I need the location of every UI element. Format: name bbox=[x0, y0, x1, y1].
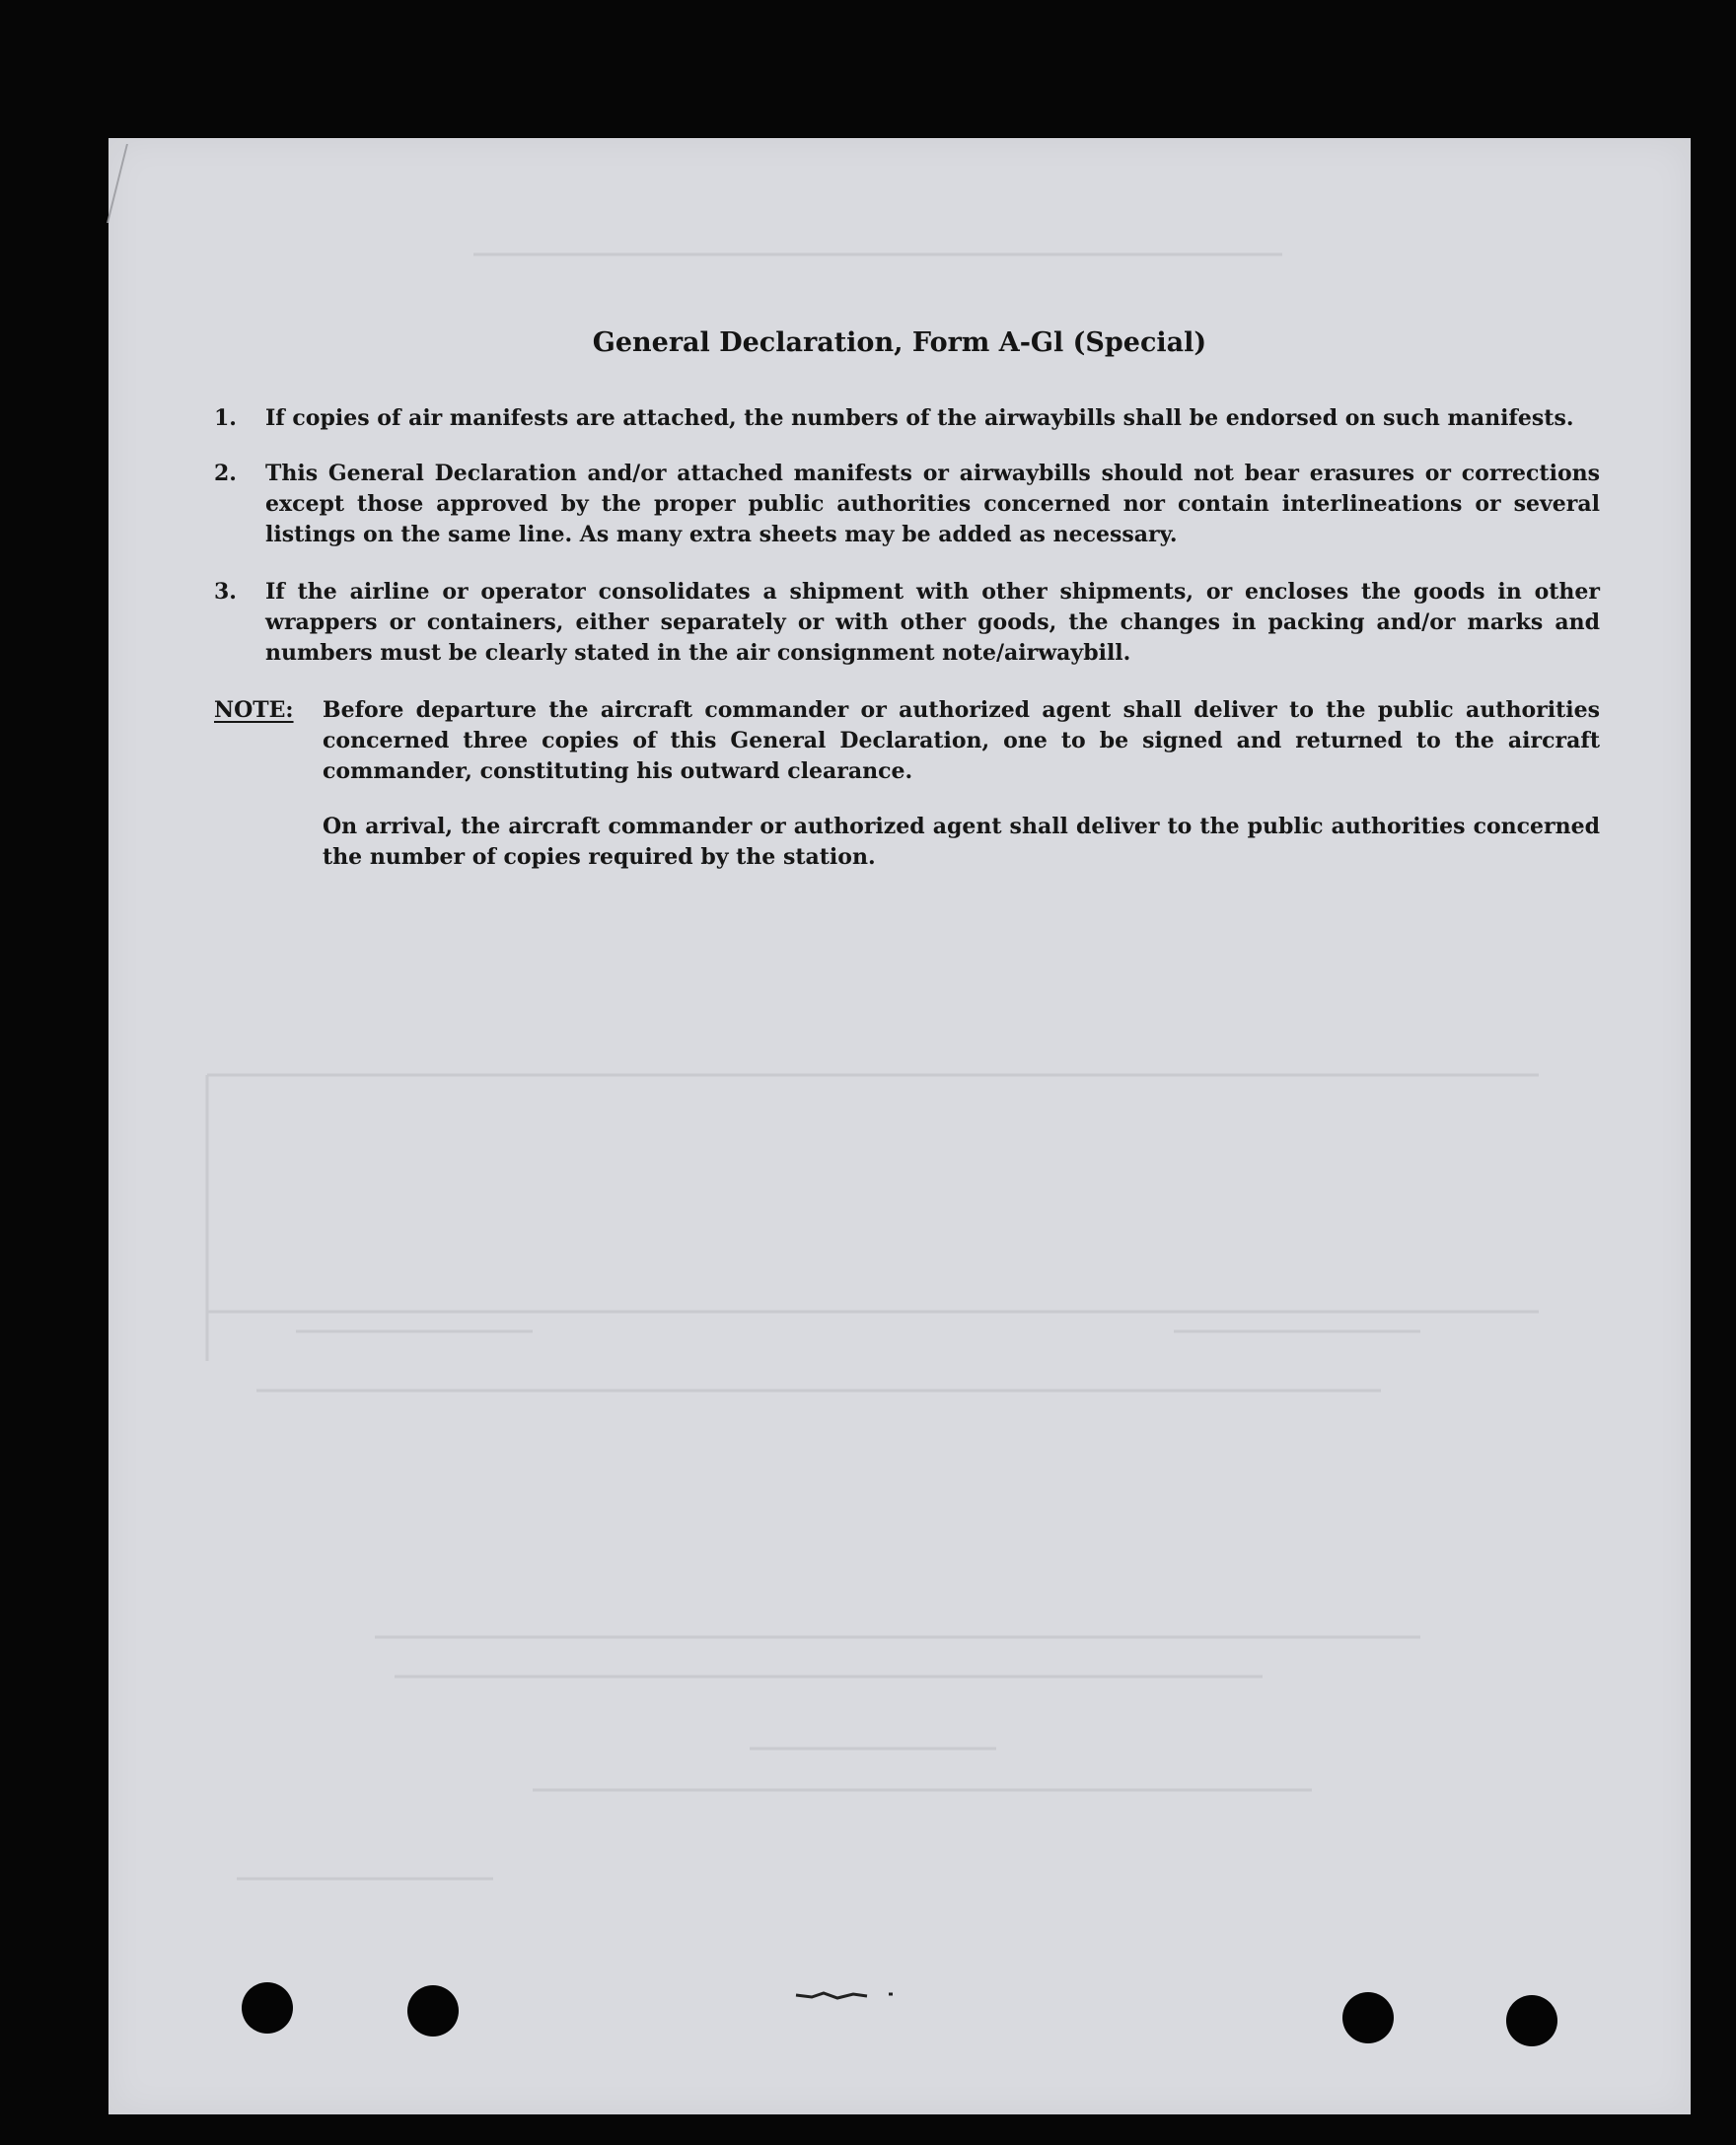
punch-hole bbox=[1506, 1995, 1557, 2046]
item-number: 3. bbox=[214, 579, 237, 605]
punch-hole bbox=[1342, 1992, 1394, 2043]
item-text: This General Declaration and/or attached manifests or airwaybills should not bear erasures or corrections except those approved by the proper public authorities concerned nor contain interlineations or several listings on the same line. As many extra sheets may be added as necessary. bbox=[265, 461, 1600, 547]
note-label: NOTE: bbox=[214, 697, 294, 723]
punch-hole bbox=[242, 1982, 293, 2034]
note-paragraph-arrival: On arrival, the aircraft commander or authorized agent shall deliver to the public authorities concerned the number of copies required by the station. bbox=[323, 814, 1600, 870]
note-paragraph-departure: Before departure the aircraft commander or authorized agent shall deliver to the public authorities concerned three copies of this General Declaration, one to be signed and returned to the aircraft commander, constituting his outward clearance. bbox=[323, 697, 1600, 784]
page-title: General Declaration, Form A-Gl (Special) bbox=[592, 327, 1207, 358]
item-text: If copies of air manifests are attached, the numbers of the airwaybills shall be endorsed on such manifests. bbox=[265, 405, 1574, 431]
ink-smudge-mark bbox=[794, 1985, 897, 2003]
item-number: 2. bbox=[214, 461, 237, 486]
item-number: 1. bbox=[214, 405, 237, 431]
punch-hole bbox=[407, 1985, 459, 2037]
item-text: If the airline or operator consolidates a shipment with other shipments, or encloses the goods in other wrappers or containers, either separately or with other goods, the changes in packing and/or marks and numbers must be clearly stated in the air consignment note/airwaybill. bbox=[265, 579, 1600, 666]
